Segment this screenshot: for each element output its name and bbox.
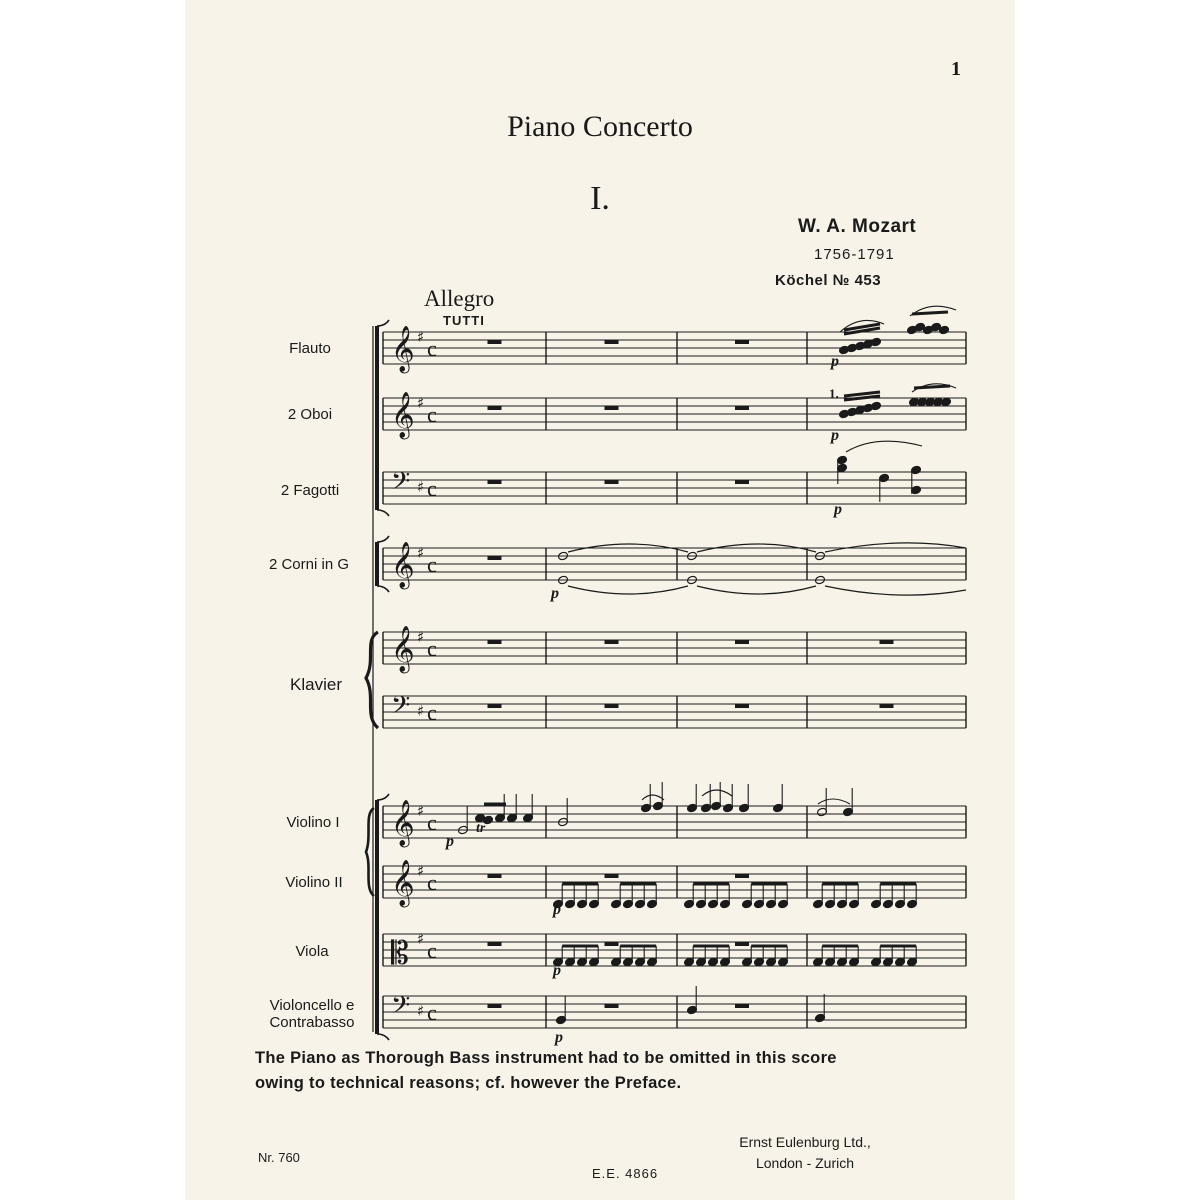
barlines <box>383 332 966 1028</box>
piece-title: Piano Concerto <box>507 110 693 143</box>
sharp-key-signature: ♯ <box>417 328 425 346</box>
instrument-label-viola: Viola <box>295 943 329 960</box>
whole-rest <box>605 640 619 644</box>
common-time: c <box>427 552 437 577</box>
movement-number: I. <box>590 180 610 217</box>
whole-rest <box>605 480 619 484</box>
whole-rest <box>735 874 749 878</box>
koechel-number: Köchel № 453 <box>775 272 882 289</box>
alto-clef: 𝄡 <box>391 934 409 972</box>
instrument-label-violino-2: Violino II <box>285 874 343 891</box>
dynamic-p: p <box>553 901 561 918</box>
whole-rest <box>735 704 749 708</box>
sharp-key-signature: ♯ <box>417 802 425 820</box>
tie <box>825 586 966 595</box>
first-part-marking: 1. <box>829 386 839 401</box>
whole-rest <box>605 704 619 708</box>
whole-rest <box>735 942 749 946</box>
whole-rest <box>488 942 502 946</box>
publisher-name: Ernst Eulenburg Ltd., <box>739 1134 871 1150</box>
common-time: c <box>427 810 437 835</box>
dynamic-p: p <box>834 501 842 518</box>
whole-rest <box>605 340 619 344</box>
piano-brace <box>366 632 378 728</box>
dynamic-p: p <box>831 427 839 444</box>
instrument-label-klavier: Klavier <box>290 675 342 694</box>
page-number: 1 <box>951 58 961 80</box>
publisher-cities: London - Zurich <box>755 1155 855 1171</box>
system-brackets <box>366 320 389 1040</box>
whole-rest <box>880 640 894 644</box>
whole-rest <box>605 406 619 410</box>
treble-clef: 𝄞 <box>391 860 415 906</box>
publisher <box>730 1132 880 1174</box>
treble-clef: 𝄞 <box>391 392 415 438</box>
composer-name: W. A. Mozart <box>798 216 917 237</box>
staff-lines <box>383 332 966 1028</box>
whole-rest <box>488 406 502 410</box>
common-time: c <box>427 870 437 895</box>
whole-rest <box>488 556 502 560</box>
sharp-key-signature: ♯ <box>417 862 425 880</box>
dynamic-p: p <box>831 353 839 370</box>
footnote: The Piano as Thorough Bass instrument had to be omitted in this score owing to technical reasons; cf. however the Preface. <box>255 1049 837 1092</box>
treble-clef: 𝄞 <box>391 326 415 372</box>
common-time: c <box>427 700 437 725</box>
instrument-label-fagotti: 2 Fagotti <box>280 482 340 499</box>
slur <box>846 441 922 452</box>
tempo-marking: Allegro <box>424 286 495 311</box>
instrument-label-violino-1: Violino I <box>286 814 340 831</box>
composer-dates: 1756-1791 <box>814 246 895 263</box>
sharp-key-signature: ♯ <box>417 628 425 646</box>
whole-rest <box>605 874 619 878</box>
tie <box>568 586 688 594</box>
treble-clef: 𝄞 <box>391 626 415 672</box>
bass-clef: 𝄢 <box>391 691 411 726</box>
whole-rest <box>735 340 749 344</box>
tutti-marking: TUTTI <box>443 313 485 328</box>
whole-rest <box>735 1004 749 1008</box>
whole-rest <box>488 640 502 644</box>
sharp-key-signature: ♯ <box>417 702 425 720</box>
sharp-key-signature: ♯ <box>417 930 425 948</box>
whole-rest <box>880 704 894 708</box>
whole-rest <box>735 406 749 410</box>
common-time: c <box>427 1000 437 1025</box>
whole-rest <box>488 1004 502 1008</box>
edition-number: Nr. 760 <box>258 1150 300 1165</box>
sharp-key-signature: ♯ <box>417 394 425 412</box>
dynamic-p: p <box>555 1029 563 1046</box>
trill-marking: tr <box>476 821 486 836</box>
instrument-label-flauto: Flauto <box>289 340 331 357</box>
instrument-label-cello-bass: Violoncello e Contrabasso <box>269 997 355 1031</box>
common-time: c <box>427 938 437 963</box>
whole-rest <box>605 942 619 946</box>
whole-rest <box>488 340 502 344</box>
slur <box>818 799 850 804</box>
treble-clef: 𝄞 <box>391 542 415 588</box>
instrument-label-oboi: 2 Oboi <box>287 406 333 423</box>
common-time: c <box>427 336 437 361</box>
dynamic-p: p <box>553 962 561 979</box>
ties <box>568 306 966 804</box>
whole-rest <box>605 1004 619 1008</box>
note-beam <box>912 312 948 314</box>
tie <box>697 586 816 594</box>
instrument-label-corni: 2 Corni in G <box>268 556 350 573</box>
slur <box>702 790 732 796</box>
clefs <box>391 326 437 1026</box>
whole-rest <box>735 640 749 644</box>
note-head <box>941 397 952 407</box>
treble-clef: 𝄞 <box>391 800 415 846</box>
whole-rest <box>488 704 502 708</box>
sharp-key-signature: ♯ <box>417 478 425 496</box>
common-time: c <box>427 476 437 501</box>
plate-number: E.E. 4866 <box>592 1166 659 1181</box>
slur <box>642 795 664 800</box>
whole-rest <box>488 480 502 484</box>
note-heads <box>458 312 952 1025</box>
dynamic-p: p <box>551 585 559 602</box>
common-time: c <box>427 402 437 427</box>
bass-clef: 𝄢 <box>391 467 411 502</box>
sharp-key-signature: ♯ <box>417 544 425 562</box>
sharp-key-signature: ♯ <box>417 1002 425 1020</box>
whole-rest <box>488 874 502 878</box>
tie <box>825 543 966 552</box>
dynamic-p: p <box>446 833 454 850</box>
common-time: c <box>427 636 437 661</box>
bass-clef: 𝄢 <box>391 991 411 1026</box>
whole-rest <box>735 480 749 484</box>
